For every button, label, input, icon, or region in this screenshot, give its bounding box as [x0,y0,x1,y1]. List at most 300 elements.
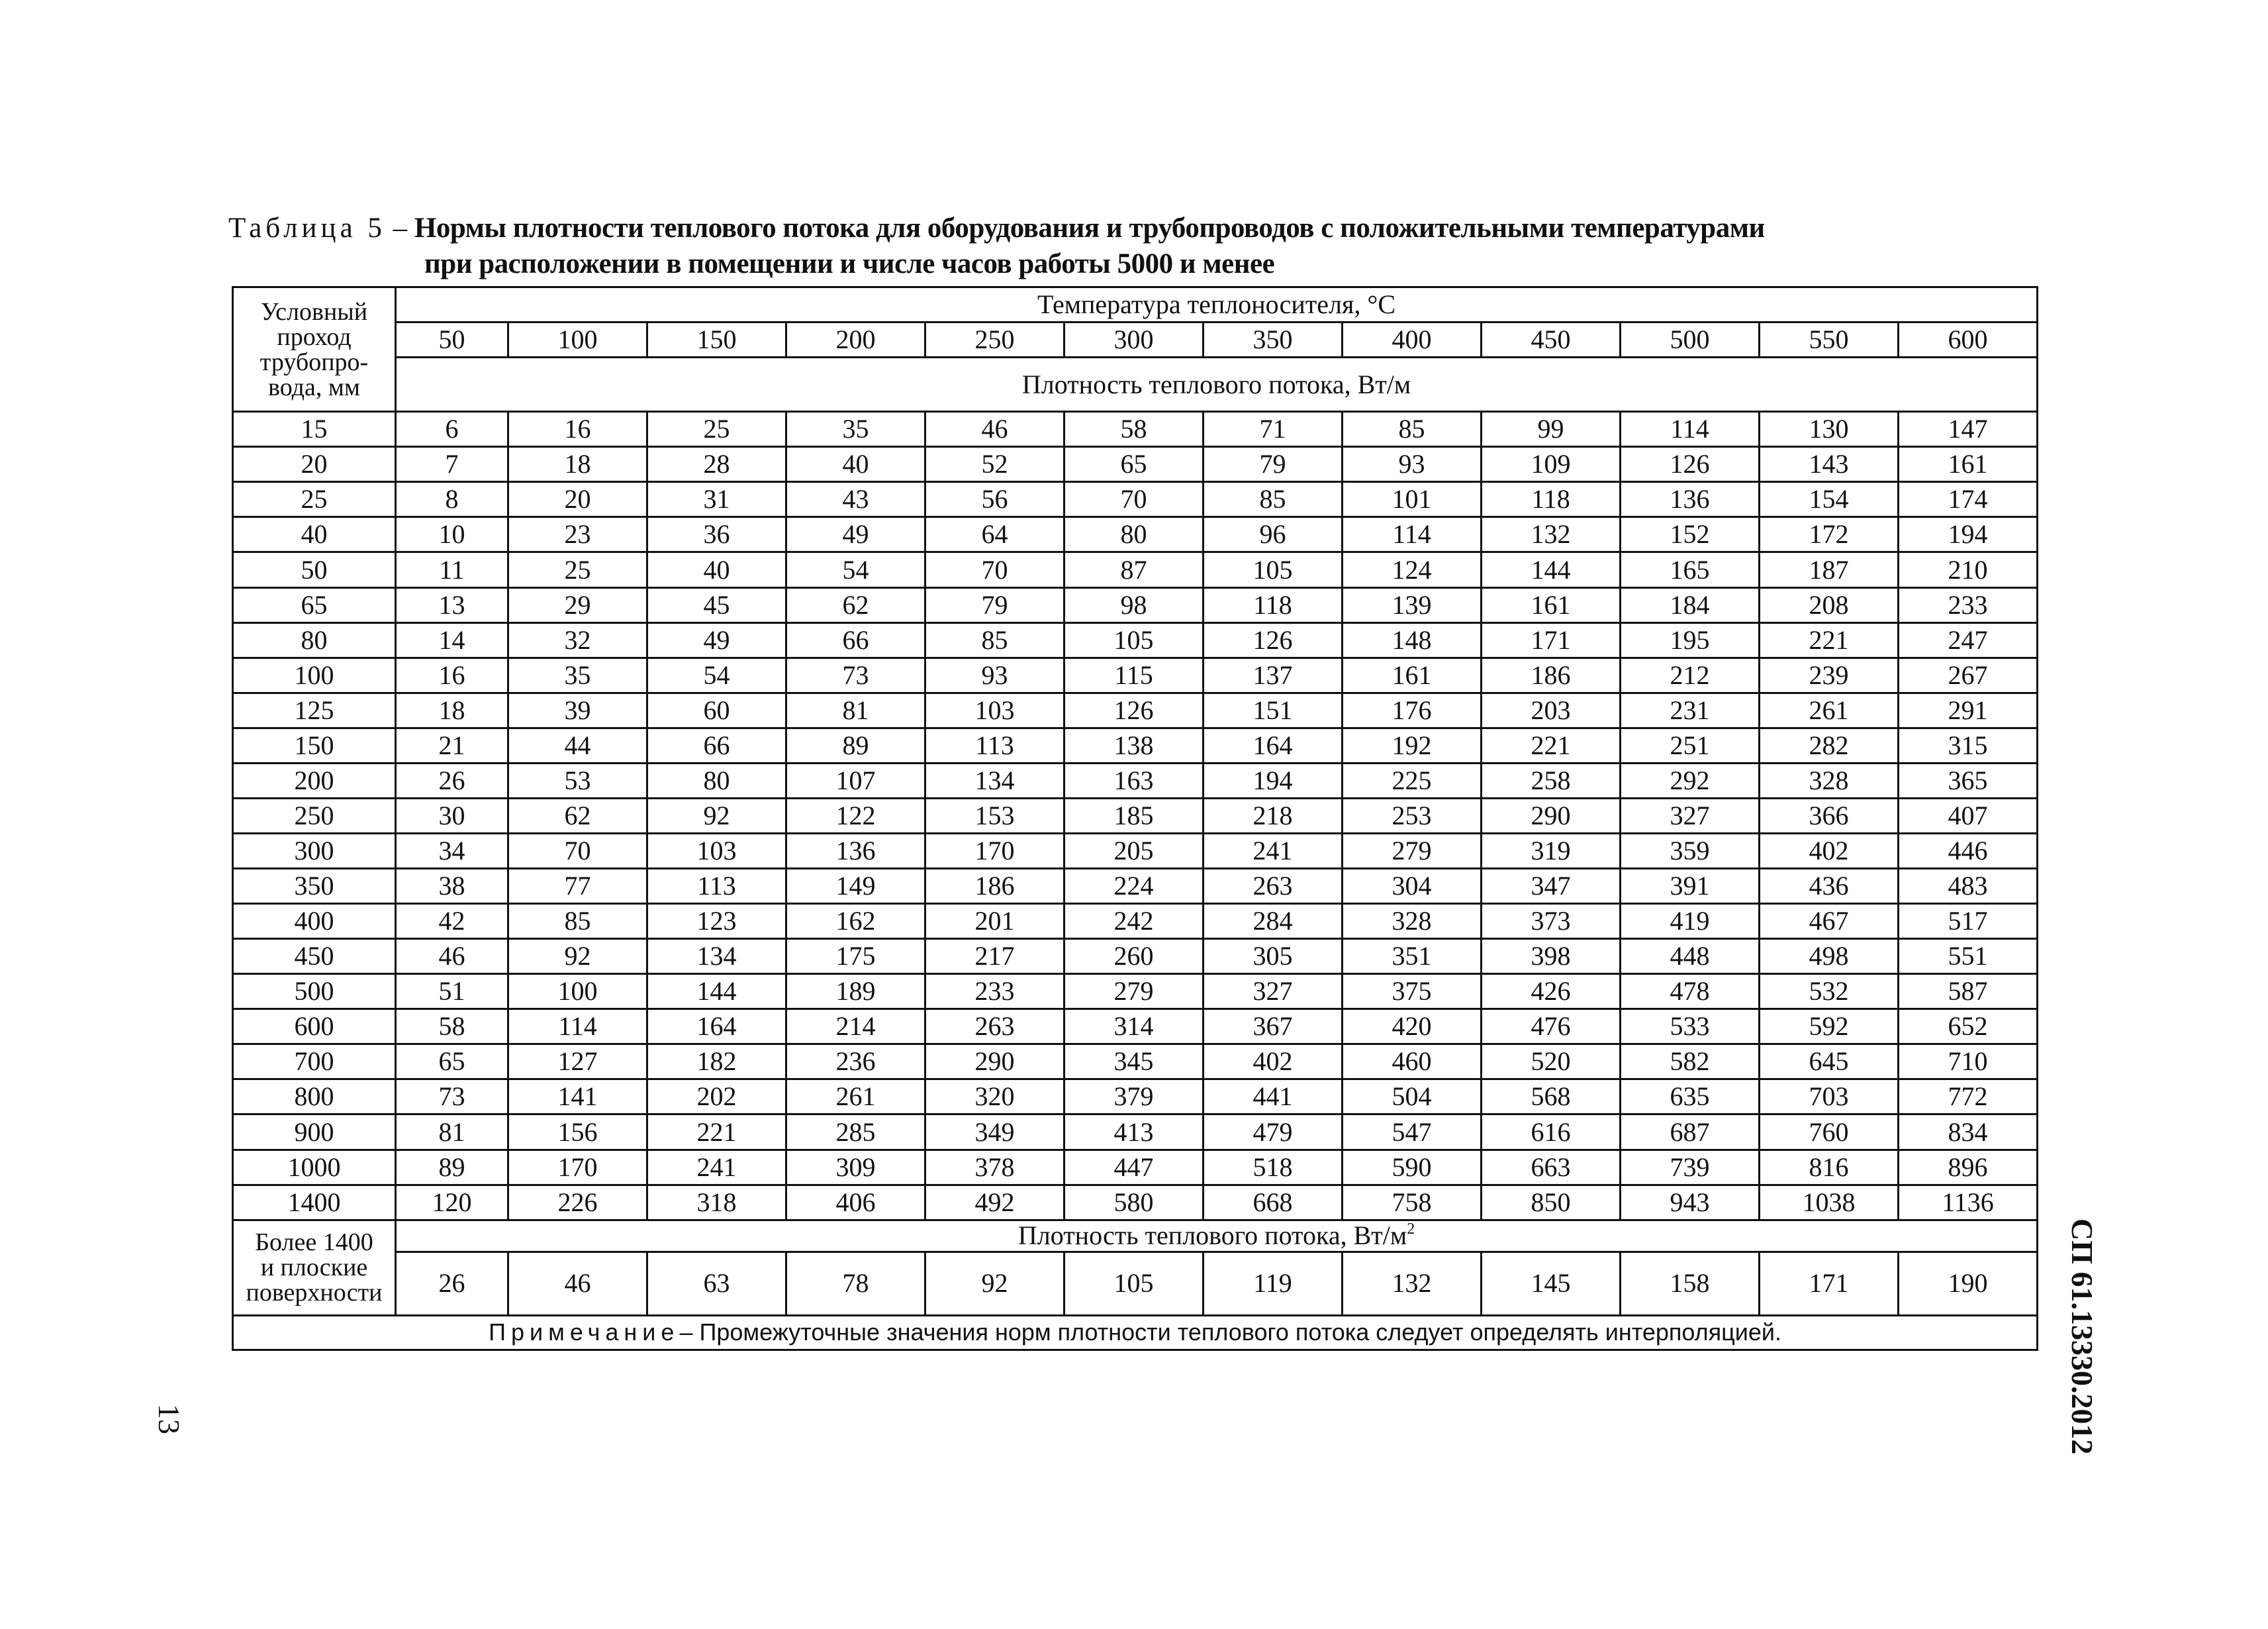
value-cell: 547 [1343,1114,1482,1150]
value-cell: 420 [1343,1009,1482,1044]
value-cell: 186 [925,869,1064,904]
value-cell: 292 [1621,763,1760,798]
value-cell: 46 [396,939,508,974]
value-cell: 479 [1204,1114,1343,1150]
value-cell: 189 [786,974,925,1009]
value-cell: 144 [1482,552,1621,587]
value-cell: 190 [1899,1252,2038,1315]
table-row [233,517,2038,552]
value-cell: 635 [1621,1079,1760,1114]
value-cell: 365 [1899,763,2038,798]
value-cell: 73 [786,658,925,693]
value-cell: 176 [1343,693,1482,728]
caption-title-line2: при расположении в помещении и числе часов работы 5000 и менее [424,248,1275,279]
value-cell: 114 [1343,517,1482,552]
table-note [233,1315,2038,1350]
value-cell: 582 [1621,1044,1760,1079]
value-cell: 318 [647,1185,786,1220]
value-cell: 182 [647,1044,786,1079]
value-cell: 710 [1899,1044,2038,1079]
value-cell: 441 [1204,1079,1343,1114]
value-cell: 171 [1482,622,1621,658]
value-cell: 233 [925,974,1064,1009]
value-cell: 66 [647,728,786,763]
value-cell: 10 [396,517,508,552]
value-cell: 241 [647,1150,786,1185]
value-cell: 279 [1064,974,1204,1009]
value-cell: 29 [508,587,647,622]
diameter-cell: 20 [233,447,396,482]
value-cell: 80 [1064,517,1204,552]
table-row [233,798,2038,833]
value-cell: 114 [1621,412,1760,447]
diameter-cell: 150 [233,728,396,763]
value-cell: 18 [396,693,508,728]
value-cell: 14 [396,622,508,658]
value-cell: 419 [1621,904,1760,939]
value-cell: 212 [1621,658,1760,693]
flat-surfaces-label-line: и плоские [260,1254,368,1282]
value-cell: 122 [786,798,925,833]
value-cell: 141 [508,1079,647,1114]
value-cell: 668 [1204,1185,1343,1220]
value-cell: 138 [1064,728,1204,763]
diameter-cell: 50 [233,552,396,587]
value-cell: 38 [396,869,508,904]
value-cell: 134 [647,939,786,974]
value-cell: 165 [1621,552,1760,587]
value-cell: 123 [647,904,786,939]
value-cell: 214 [786,1009,925,1044]
value-cell: 81 [786,693,925,728]
temperature-cell: 150 [647,322,786,358]
value-cell: 258 [1482,763,1621,798]
value-cell: 319 [1482,833,1621,868]
value-cell: 164 [647,1009,786,1044]
value-cell: 327 [1621,798,1760,833]
value-cell: 225 [1343,763,1482,798]
value-cell: 402 [1760,833,1899,868]
diameter-cell: 125 [233,693,396,728]
table-row [233,904,2038,939]
table-row [233,763,2038,798]
value-cell: 92 [647,798,786,833]
value-cell: 105 [1204,552,1343,587]
value-cell: 62 [508,798,647,833]
value-cell: 93 [1343,447,1482,482]
value-cell: 290 [1482,798,1621,833]
value-cell: 184 [1621,587,1760,622]
table-row [233,447,2038,482]
value-cell: 153 [925,798,1064,833]
value-cell: 304 [1343,869,1482,904]
value-cell: 144 [647,974,786,1009]
value-cell: 532 [1760,974,1899,1009]
value-cell: 1038 [1760,1185,1899,1220]
value-cell: 139 [1343,587,1482,622]
value-cell: 81 [396,1114,508,1150]
value-cell: 132 [1343,1252,1482,1315]
value-cell: 73 [396,1079,508,1114]
caption-dash: – [385,213,414,244]
value-cell: 105 [1064,1252,1204,1315]
value-cell: 107 [786,763,925,798]
nominal-diameter-header-line: вода, мм [268,373,360,401]
value-cell: 758 [1343,1185,1482,1220]
note-text: – Промежуточные значения норм плотности теплового потока следует определять интерполяцией. [679,1318,1781,1346]
value-cell: 402 [1204,1044,1343,1079]
value-cell: 349 [925,1114,1064,1150]
temperature-cell: 100 [508,322,647,358]
value-cell: 943 [1621,1185,1760,1220]
value-cell: 492 [925,1185,1064,1220]
value-cell: 130 [1760,412,1899,447]
diameter-cell: 40 [233,517,396,552]
value-cell: 663 [1482,1150,1621,1185]
value-cell: 143 [1760,447,1899,482]
diameter-cell: 25 [233,482,396,517]
value-cell: 79 [925,587,1064,622]
value-cell: 118 [1204,587,1343,622]
table-row [233,1150,2038,1185]
value-cell: 40 [786,447,925,482]
value-cell: 327 [1204,974,1343,1009]
value-cell: 816 [1760,1150,1899,1185]
value-cell: 171 [1760,1252,1899,1315]
value-cell: 36 [647,517,786,552]
diameter-cell: 250 [233,798,396,833]
value-cell: 170 [925,833,1064,868]
value-cell: 18 [508,447,647,482]
table-row [233,482,2038,517]
value-cell: 518 [1204,1150,1343,1185]
nominal-diameter-header-line: проход [277,322,352,351]
value-cell: 517 [1899,904,2038,939]
temperature-cell: 400 [1343,322,1482,358]
value-cell: 13 [396,587,508,622]
value-cell: 267 [1899,658,2038,693]
value-cell: 89 [396,1150,508,1185]
flat-surfaces-label [233,1220,396,1315]
value-cell: 154 [1760,482,1899,517]
diameter-cell: 65 [233,587,396,622]
value-cell: 31 [647,482,786,517]
value-cell: 551 [1899,939,2038,974]
value-cell: 62 [786,587,925,622]
value-cell: 136 [1621,482,1760,517]
value-cell: 407 [1899,798,2038,833]
value-cell: 25 [508,552,647,587]
flat-surfaces-label-line: Более 1400 [255,1228,373,1257]
value-cell: 391 [1621,869,1760,904]
value-cell: 224 [1064,869,1204,904]
value-cell: 221 [1760,622,1899,658]
table-row [233,833,2038,868]
value-cell: 118 [1482,482,1621,517]
value-cell: 201 [925,904,1064,939]
table-row [233,974,2038,1009]
value-cell: 483 [1899,869,2038,904]
value-cell: 328 [1760,763,1899,798]
value-cell: 63 [647,1252,786,1315]
value-cell: 366 [1760,798,1899,833]
value-cell: 760 [1760,1114,1899,1150]
value-cell: 291 [1899,693,2038,728]
value-cell: 467 [1760,904,1899,939]
value-cell: 103 [925,693,1064,728]
value-cell: 70 [925,552,1064,587]
value-cell: 42 [396,904,508,939]
value-cell: 44 [508,728,647,763]
value-cell: 233 [1899,587,2038,622]
value-cell: 221 [647,1114,786,1150]
value-cell: 151 [1204,693,1343,728]
value-cell: 132 [1482,517,1621,552]
value-cell: 58 [1064,412,1204,447]
temperature-cell: 350 [1204,322,1343,358]
value-cell: 185 [1064,798,1204,833]
value-cell: 148 [1343,622,1482,658]
value-cell: 161 [1482,587,1621,622]
diameter-cell: 200 [233,763,396,798]
value-cell: 163 [1064,763,1204,798]
value-cell: 60 [647,693,786,728]
value-cell: 284 [1204,904,1343,939]
value-cell: 221 [1482,728,1621,763]
value-cell: 30 [396,798,508,833]
value-cell: 520 [1482,1044,1621,1079]
value-cell: 195 [1621,622,1760,658]
value-cell: 359 [1621,833,1760,868]
value-cell: 35 [786,412,925,447]
value-cell: 158 [1621,1252,1760,1315]
value-cell: 208 [1760,587,1899,622]
value-cell: 98 [1064,587,1204,622]
value-cell: 161 [1899,447,2038,482]
diameter-cell: 700 [233,1044,396,1079]
nominal-diameter-header-line: трубопро- [260,348,369,376]
value-cell: 247 [1899,622,2038,658]
value-cell: 236 [786,1044,925,1079]
diameter-cell: 800 [233,1079,396,1114]
value-cell: 834 [1899,1114,2038,1150]
temperature-cell: 500 [1621,322,1760,358]
value-cell: 305 [1204,939,1343,974]
value-cell: 134 [925,763,1064,798]
value-cell: 231 [1621,693,1760,728]
heat-flux-table [232,286,2038,1351]
value-cell: 114 [508,1009,647,1044]
value-cell: 261 [1760,693,1899,728]
value-cell: 170 [508,1150,647,1185]
table-row [233,869,2038,904]
value-cell: 26 [396,763,508,798]
value-cell: 92 [925,1252,1064,1315]
value-cell: 261 [786,1079,925,1114]
value-cell: 186 [1482,658,1621,693]
diameter-cell: 1400 [233,1185,396,1220]
diameter-cell: 15 [233,412,396,447]
value-cell: 152 [1621,517,1760,552]
value-cell: 156 [508,1114,647,1150]
table-row [233,1114,2038,1150]
value-cell: 136 [786,833,925,868]
value-cell: 379 [1064,1079,1204,1114]
value-cell: 26 [396,1252,508,1315]
value-cell: 23 [508,517,647,552]
value-cell: 80 [647,763,786,798]
value-cell: 345 [1064,1044,1204,1079]
table-row [233,412,2038,447]
value-cell: 590 [1343,1150,1482,1185]
value-cell: 378 [925,1150,1064,1185]
value-cell: 16 [396,658,508,693]
value-cell: 105 [1064,622,1204,658]
value-cell: 40 [647,552,786,587]
diameter-cell: 450 [233,939,396,974]
value-cell: 398 [1482,939,1621,974]
value-cell: 850 [1482,1185,1621,1220]
value-cell: 96 [1204,517,1343,552]
value-cell: 58 [396,1009,508,1044]
value-cell: 16 [508,412,647,447]
value-cell: 205 [1064,833,1204,868]
value-cell: 447 [1064,1150,1204,1185]
value-cell: 89 [786,728,925,763]
density-header-area-sup: 2 [1407,1220,1415,1238]
table-row [233,1044,2038,1079]
value-cell: 426 [1482,974,1621,1009]
value-cell: 202 [647,1079,786,1114]
value-cell: 351 [1343,939,1482,974]
value-cell: 616 [1482,1114,1621,1150]
value-cell: 446 [1899,833,2038,868]
value-cell: 34 [396,833,508,868]
table-row [233,1079,2038,1114]
value-cell: 263 [1204,869,1343,904]
value-cell: 39 [508,693,647,728]
value-cell: 8 [396,482,508,517]
density-header-linear: Плотность теплового потока, Вт/м [396,358,2038,412]
value-cell: 309 [786,1150,925,1185]
value-cell: 448 [1621,939,1760,974]
value-cell: 137 [1204,658,1343,693]
value-cell: 282 [1760,728,1899,763]
diameter-cell: 600 [233,1009,396,1044]
value-cell: 592 [1760,1009,1899,1044]
table-caption [228,211,2016,282]
value-cell: 162 [786,904,925,939]
value-cell: 79 [1204,447,1343,482]
diameter-cell: 400 [233,904,396,939]
value-cell: 175 [786,939,925,974]
value-cell: 194 [1204,763,1343,798]
value-cell: 436 [1760,869,1899,904]
temperature-cell: 300 [1064,322,1204,358]
value-cell: 101 [1343,482,1482,517]
value-cell: 652 [1899,1009,2038,1044]
value-cell: 6 [396,412,508,447]
value-cell: 126 [1204,622,1343,658]
value-cell: 28 [647,447,786,482]
value-cell: 99 [1482,412,1621,447]
diameter-cell: 100 [233,658,396,693]
value-cell: 241 [1204,833,1343,868]
value-cell: 54 [647,658,786,693]
diameter-cell: 350 [233,869,396,904]
temperature-cell: 50 [396,322,508,358]
diameter-cell: 900 [233,1114,396,1150]
flat-surfaces-label-line: поверхности [246,1279,383,1307]
value-cell: 320 [925,1079,1064,1114]
value-cell: 145 [1482,1252,1621,1315]
value-cell: 126 [1064,693,1204,728]
value-cell: 147 [1899,412,2038,447]
value-cell: 164 [1204,728,1343,763]
table-row [233,658,2038,693]
value-cell: 253 [1343,798,1482,833]
value-cell: 120 [396,1185,508,1220]
value-cell: 51 [396,974,508,1009]
value-cell: 260 [1064,939,1204,974]
value-cell: 45 [647,587,786,622]
value-cell: 210 [1899,552,2038,587]
value-cell: 172 [1760,517,1899,552]
table-row [233,622,2038,658]
value-cell: 77 [508,869,647,904]
value-cell: 124 [1343,552,1482,587]
temperature-cell: 200 [786,322,925,358]
value-cell: 373 [1482,904,1621,939]
value-cell: 460 [1343,1044,1482,1079]
value-cell: 49 [786,517,925,552]
density-header-area [396,1220,2038,1252]
value-cell: 85 [1204,482,1343,517]
value-cell: 279 [1343,833,1482,868]
value-cell: 1136 [1899,1185,2038,1220]
value-cell: 375 [1343,974,1482,1009]
value-cell: 504 [1343,1079,1482,1114]
value-cell: 113 [925,728,1064,763]
value-cell: 21 [396,728,508,763]
value-cell: 54 [786,552,925,587]
value-cell: 328 [1343,904,1482,939]
value-cell: 174 [1899,482,2038,517]
value-cell: 78 [786,1252,925,1315]
note-label: Примечание [489,1318,680,1346]
value-cell: 413 [1064,1114,1204,1150]
value-cell: 35 [508,658,647,693]
value-cell: 187 [1760,552,1899,587]
value-cell: 533 [1621,1009,1760,1044]
value-cell: 85 [508,904,647,939]
value-cell: 46 [508,1252,647,1315]
caption-title-line1: Нормы плотности теплового потока для оборудования и трубопроводов с положительными температурами [414,213,1765,244]
value-cell: 11 [396,552,508,587]
value-cell: 64 [925,517,1064,552]
value-cell: 119 [1204,1252,1343,1315]
value-cell: 194 [1899,517,2038,552]
diameter-cell: 80 [233,622,396,658]
value-cell: 896 [1899,1150,2038,1185]
value-cell: 315 [1899,728,2038,763]
value-cell: 65 [396,1044,508,1079]
value-cell: 85 [925,622,1064,658]
temperature-cell: 250 [925,322,1064,358]
value-cell: 92 [508,939,647,974]
density-header-area-text: Плотность теплового потока, Вт/м [1017,1220,1407,1251]
value-cell: 127 [508,1044,647,1079]
